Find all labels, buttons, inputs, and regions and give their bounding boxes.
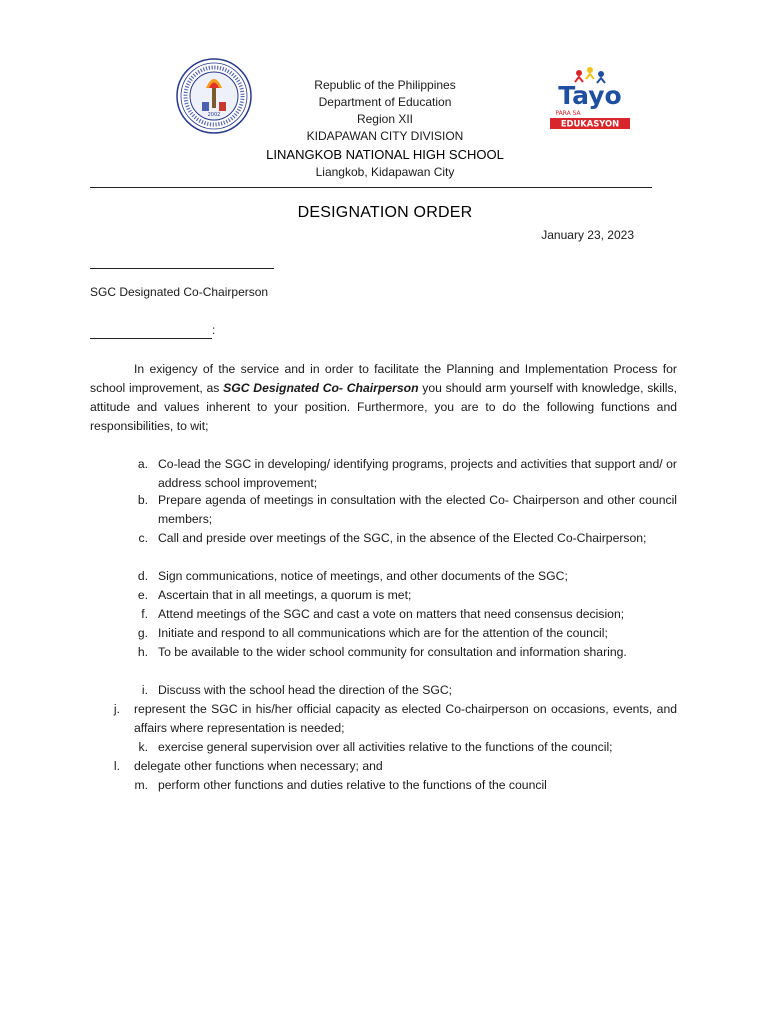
list-item-text: Ascertain that in all meetings, a quorum is met;	[158, 588, 412, 602]
intro-text-end: you should arm yourself with knowledge, skills, attitude and values inherent to your position. Furthermore, you are to do the following functions and responsibilities, to wit;	[90, 381, 677, 433]
document-title: DESIGNATION ORDER	[297, 204, 473, 221]
document-date: January 23, 2023	[541, 228, 634, 242]
seal-year: 2002	[207, 112, 221, 118]
header-department: Department of Education	[318, 95, 452, 109]
list-item-text: Initiate and respond to all communications which are for the attention of the council;	[158, 626, 608, 640]
header-region: Region XII	[356, 112, 414, 126]
list-item-text: exercise general supervision over all activities relative to the functions of the council;	[158, 740, 613, 754]
list-item-text: Co-lead the SGC in developing/ identifying programs, projects and activities that support and/ or address school improvement;	[158, 457, 677, 490]
logo-sub1: PARA SA	[555, 110, 581, 117]
salutation-colon: :	[212, 323, 216, 337]
list-item-marker: k.	[138, 740, 148, 754]
header-republic: Republic of the Philippines	[314, 78, 456, 92]
school-address: Liangkob, Kidapawan City	[315, 165, 455, 179]
list-item-marker: d.	[137, 569, 148, 583]
list-item-marker: l.	[113, 759, 120, 773]
list-item-marker: j.	[113, 702, 120, 716]
list-item-text: Sign communications, notice of meetings, and other documents of the SGC;	[158, 569, 568, 583]
list-item-marker: a.	[137, 457, 148, 471]
list-item-marker: b.	[137, 493, 148, 507]
list-item-marker: m.	[134, 778, 148, 792]
list-item-text: Discuss with the school head the direction of the SGC;	[158, 683, 453, 697]
header-divider	[90, 187, 652, 188]
intro-text-start: In exigency of the service and in order to facilitate the Planning and Implementation Process for school improvement, as	[90, 362, 677, 395]
tayo-para-sa-edukasyon-logo	[548, 66, 632, 130]
list-item-text: Attend meetings of the SGC and cast a vote on matters that need consensus decision;	[158, 607, 625, 621]
list-item-text: Call and preside over meetings of the SGC, in the absence of the Elected Co-Chairperson;	[158, 531, 647, 545]
logo-sub2: EDUKASYON	[560, 118, 620, 129]
salutation-blank	[90, 338, 212, 339]
list-item-marker: e.	[137, 588, 148, 602]
recipient-title: SGC Designated Co-Chairperson	[90, 285, 269, 299]
list-item-marker: h.	[137, 645, 148, 659]
list-item-text: perform other functions and duties relative to the functions of the council	[158, 778, 547, 792]
list-item-marker: c.	[138, 531, 148, 545]
recipient-name-blank	[90, 268, 274, 269]
intro-paragraph	[90, 360, 677, 436]
list-item-marker: i.	[141, 683, 148, 697]
intro-emphasis: SGC Designated Co- Chairperson	[223, 381, 419, 395]
header-division: KIDAPAWAN CITY DIVISION	[306, 129, 464, 143]
list-item-text: delegate other functions when necessary; and	[134, 759, 383, 773]
school-name: LINANGKOB NATIONAL HIGH SCHOOL	[266, 147, 504, 162]
list-item-text: To be available to the wider school community for consultation and information sharing.	[158, 645, 627, 659]
logo-word: Tayo	[558, 81, 622, 110]
list-item-text: represent the SGC in his/her official capacity as elected Co-chairperson on occasions, events, and affairs where representation is needed;	[134, 702, 677, 735]
list-item-marker: f.	[141, 607, 148, 621]
list-item-text: Prepare agenda of meetings in consultation with the elected Co- Chairperson and other council members;	[158, 493, 677, 526]
list-item-marker: g.	[137, 626, 148, 640]
